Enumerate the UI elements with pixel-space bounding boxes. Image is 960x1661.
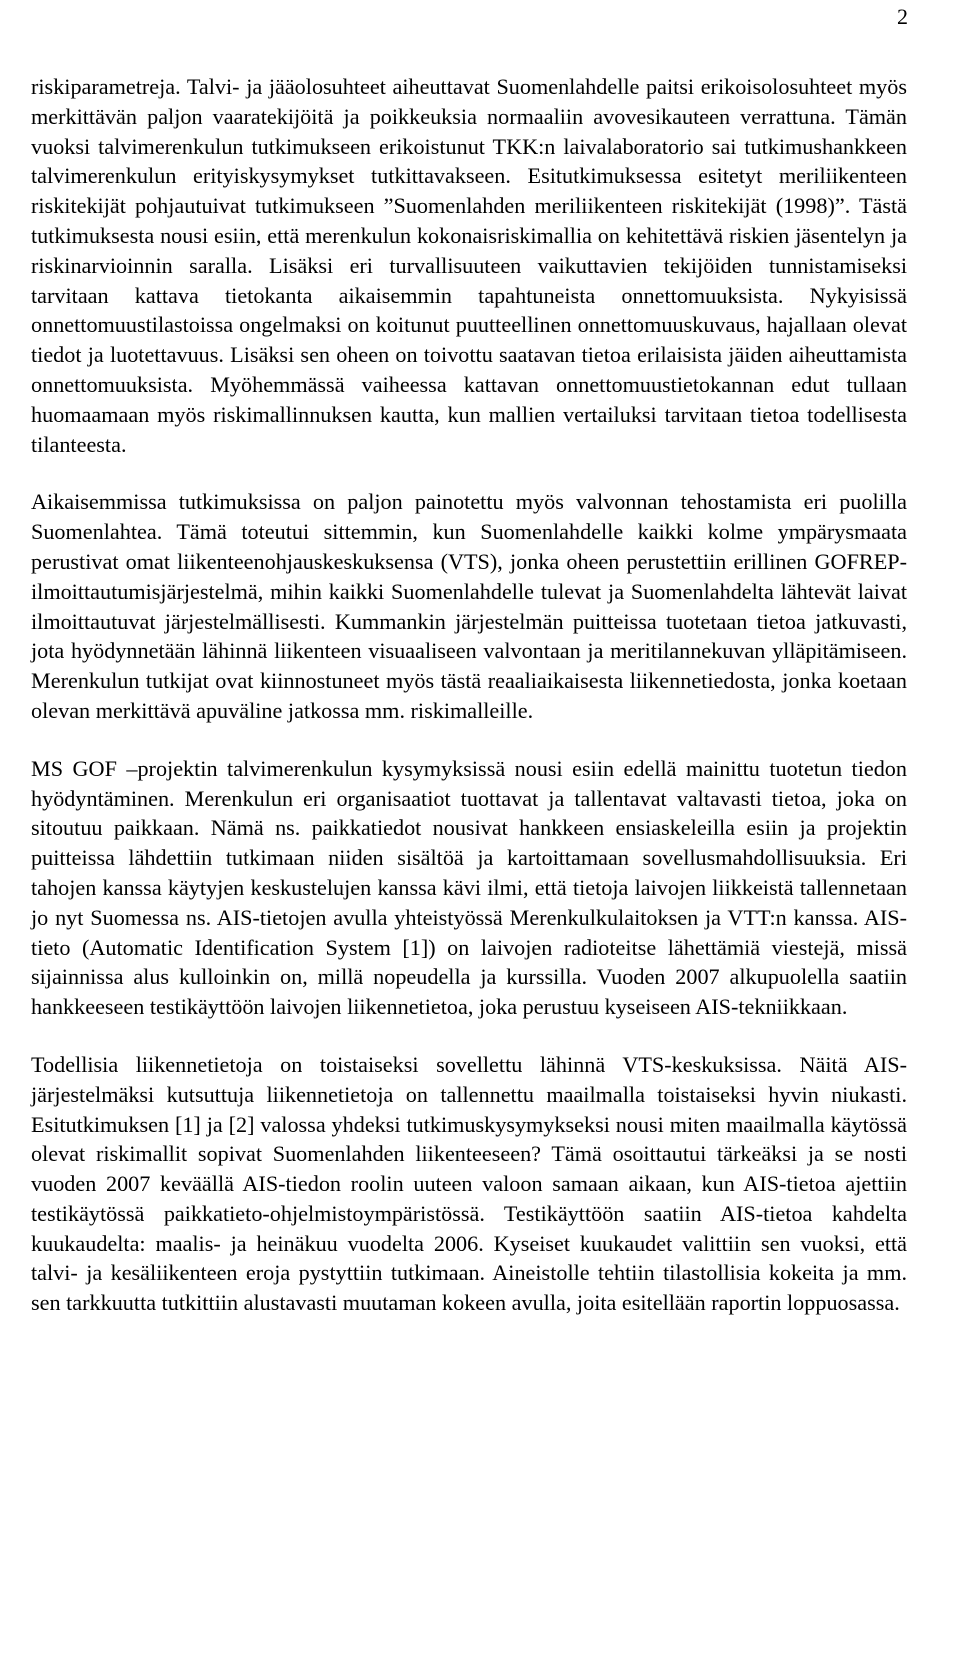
page-number: 2 xyxy=(897,4,908,29)
paragraph-3: MS GOF –projektin talvimerenkulun kysymyksissä nousi esiin edellä mainittu tuotetun tiedon hyödyntäminen. Merenkulun eri organisaatiot tuottavat ja tallentavat valtavasti tietoa, joka on sitoutuu paikkaan. Nämä ns. paikkatiedot nousivat hankkeen ensiaskeleilla esiin ja projektin puitteissa lähdettiin tutkimaan niiden sisältöä ja kartoittamaan sovellusmahdollisuuksia. Eri tahojen kanssa käytyjen keskustelujen kanssa kävi ilmi, että tietoja laivojen liikkeistä tallennetaan jo nyt Suomessa ns. AIS-tietojen avulla yhteistyössä Merenkulkulaitoksen ja VTT:n kanssa. AIS-tieto (Automatic Identification System [1]) on laivojen radioteitse lähettämiä viestejä, missä sijainnissa alus kulloinkin on, millä nopeudella ja kurssilla. Vuoden 2007 alkupuolella saatiin hankkeeseen testikäyttöön laivojen liikennetietoa, joka perustuu kyseiseen AIS-tekniikkaan. xyxy=(31,755,907,1020)
document-body xyxy=(31,72,907,1346)
paragraph-4: Todellisia liikennetietoja on toistaiseksi sovellettu lähinnä VTS-keskuksissa. Näitä AIS-järjestelmäksi kutsuttuja liikennetietoja on tallennettu maailmalla toistaiseksi hyvin niukasti. Esitutkimuksen [1] ja [2] valossa yhdeksi tutkimuskysymykseksi nousi miten maailmalla käytössä olevat riskimallit sopivat Suomenlahden liikenteeseen? Tämä osoittautui tärkeäksi ja se nosti vuoden 2007 keväällä AIS-tiedon roolin uuteen valoon samaan aikaan, kun AIS-tietoa ajettiin testikäytössä paikkatieto-ohjelmistoympäristössä. Testikäyttöön saatiin AIS-tietoa kahdelta kuukaudelta: maalis- ja heinäkuu vuodelta 2006. Kyseiset kuukaudet valittiin sen vuoksi, että talvi- ja kesäliikenteen eroja pystyttiin tutkimaan. Aineistolle tehtiin tilastollisia kokeita ja mm. sen tarkkuutta tutkittiin alustavasti muutaman kokeen avulla, joita esitellään raportin loppuosassa. xyxy=(31,1051,907,1316)
paragraph-1: riskiparametreja. Talvi- ja jääolosuhteet aiheuttavat Suomenlahdelle paitsi erikoisolosuhteet myös merkittävän paljon vaaratekijöitä ja poikkeuksia normaaliin avovesikauteen verrattuna. Tämän vuoksi talvimerenkulun tutkimukseen erikoistunut TKK:n laivalaboratorio sai tutkimushankkeen talvimerenkulun erityiskysymykset tutkittavakseen. Esitutkimuksessa esitetyt meriliikenteen riskitekijät pohjautuivat tutkimukseen ”Suomenlahden meriliikenteen riskitekijät (1998)”. Tästä tutkimuksesta nousi esiin, että merenkulun kokonaisriskimallia on kehitettävä riskien jäsentelyn ja riskinarvioinnin saralla. Lisäksi eri turvallisuuteen vaikuttavien tekijöiden tunnistamiseksi tarvitaan kattava tietokanta aikaisemmin tapahtuneista onnettomuuksista. Nykyisissä onnettomuustilastoissa ongelmaksi on koitunut puutteellinen onnettomuuskuvaus, hajallaan olevat tiedot ja luotettavuus. Lisäksi sen oheen on toivottu saatavan tietoa erilaisista jäiden aiheuttamista onnettomuuksista. Myöhemmässä vaiheessa kattavan onnettomuustietokannan edut tullaan huomaamaan myös riskimallinnuksen kautta, kun mallien vertailuksi tarvitaan tietoa todellisesta tilanteesta. xyxy=(31,74,907,457)
paragraph-2: Aikaisemmissa tutkimuksissa on paljon painotettu myös valvonnan tehostamista eri puolilla Suomenlahtea. Tämä toteutui sittemmin, kun Suomenlahdelle kaikki kolme ympärysmaata perustivat omat liikenteenohjauskeskuksensa (VTS), jonka oheen perustettiin erillinen GOFREP-ilmoittautumisjärjestelmä, mihin kaikki Suomenlahdelle tulevat ja Suomenlahdelta lähtevät laivat ilmoittautuvat järjestelmällisesti. Kummankin järjestelmän puitteissa tuotetaan tietoa jatkuvasti, jota hyödynnetään lähinnä liikenteen visuaaliseen valvontaan ja meritilannekuvan ylläpitämiseen. Merenkulun tutkijat ovat kiinnostuneet myös tästä reaaliaikaisesta liikennetiedosta, jonka koetaan olevan merkittävä apuväline jatkossa mm. riskimalleille. xyxy=(31,489,907,723)
